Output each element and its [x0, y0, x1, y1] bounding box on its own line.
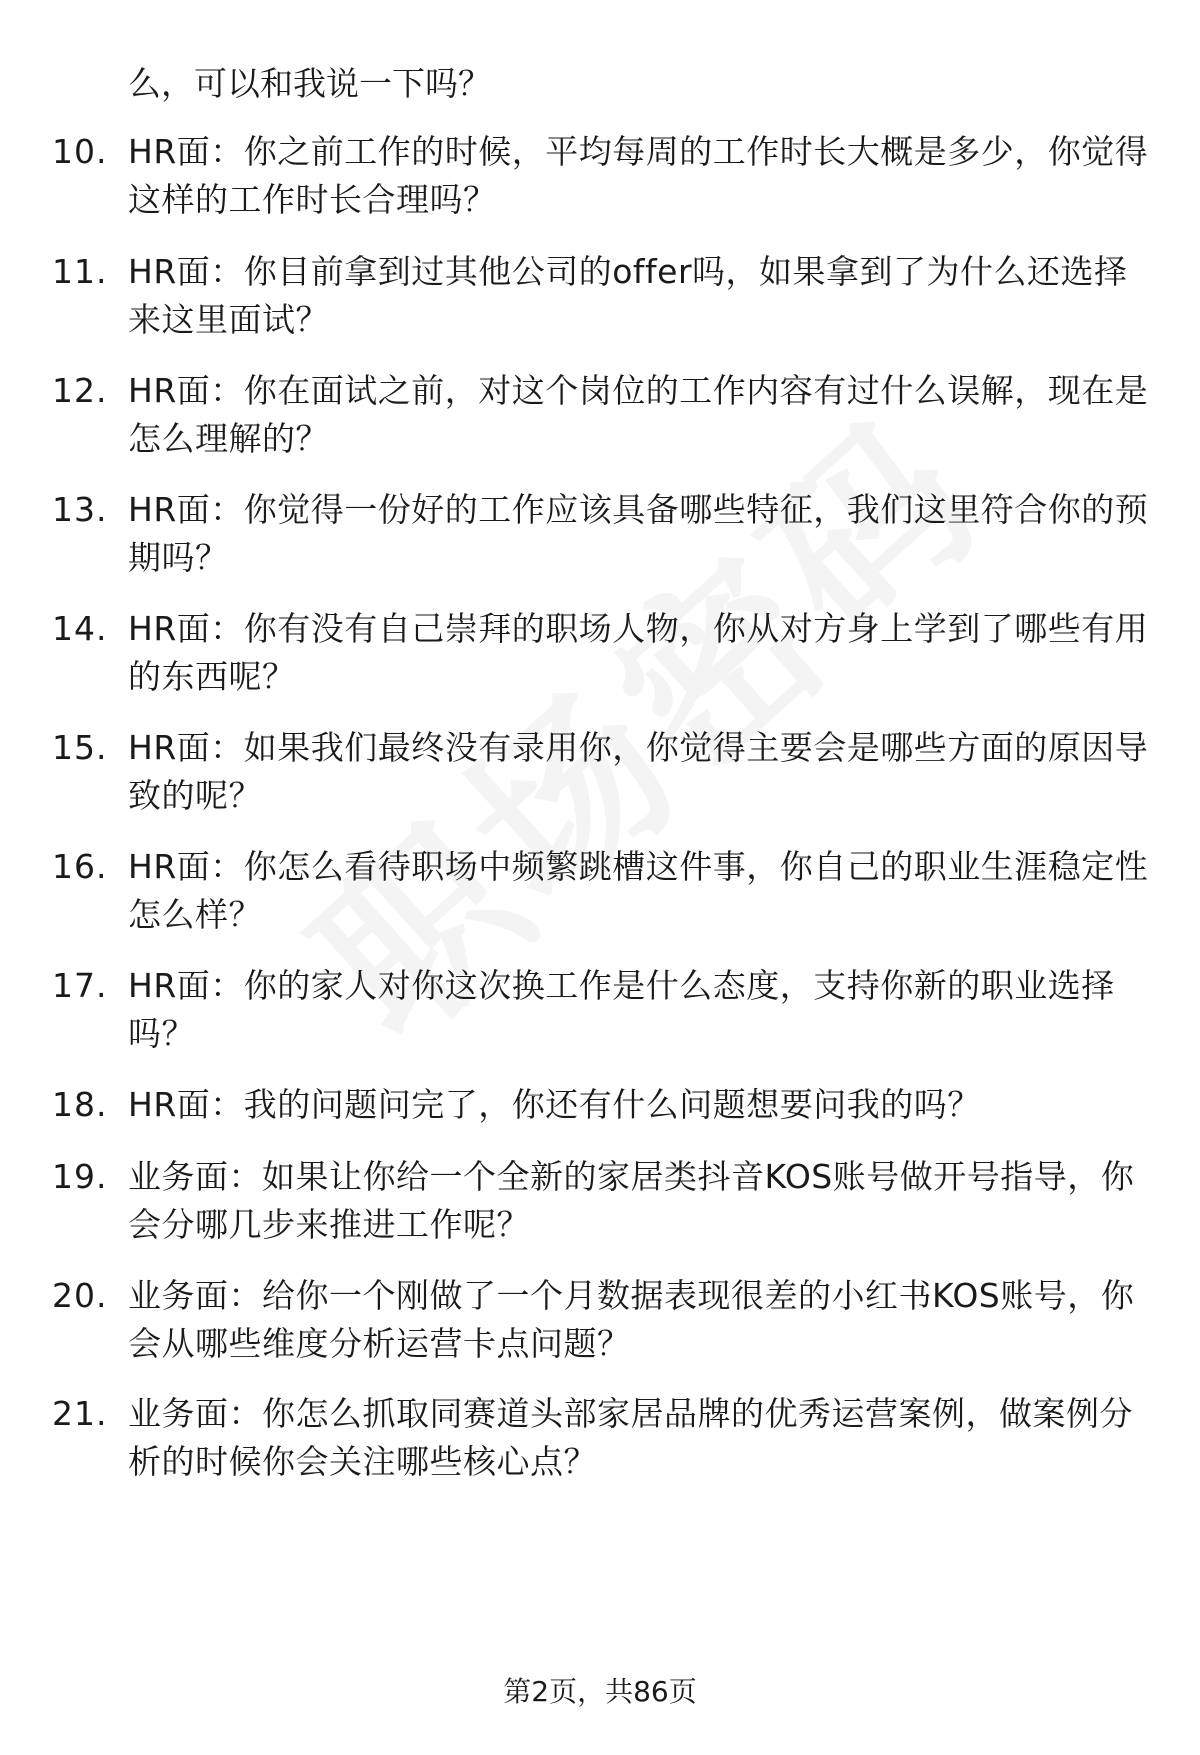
question-number: 15.: [52, 728, 108, 767]
question-number: 11.: [52, 252, 108, 291]
question-text: HR面：你在面试之前，对这个岗位的工作内容有过什么误解，现在是怎么理解的？: [128, 371, 1149, 458]
question-number: 21.: [52, 1394, 108, 1433]
question-text: 业务面：如果让你给一个全新的家居类抖音KOS账号做开号指导，你会分哪几步来推进工作呢？: [128, 1157, 1135, 1244]
question-text: HR面：如果我们最终没有录用你，你觉得主要会是哪些方面的原因导致的呢？: [128, 728, 1149, 815]
question-number: 19.: [52, 1157, 108, 1196]
question-number: 16.: [52, 847, 108, 886]
question-number: 17.: [52, 966, 108, 1005]
page-number-footer: 第2页，共86页: [503, 1675, 697, 1708]
question-text: HR面：你目前拿到过其他公司的offer吗，如果拿到了为什么还选择来这里面试？: [128, 252, 1128, 339]
continuation-text: 么，可以和我说一下吗？: [128, 64, 491, 103]
question-text: 业务面：你怎么抓取同赛道头部家居品牌的优秀运营案例，做案例分析的时候你会关注哪些核心点？: [128, 1394, 1133, 1481]
question-number: 20.: [52, 1276, 108, 1315]
question-number: 18.: [52, 1085, 108, 1124]
question-number: 12.: [52, 371, 108, 410]
question-text: HR面：我的问题问完了，你还有什么问题想要问我的吗？: [128, 1085, 981, 1124]
question-text: HR面：你的家人对你这次换工作是什么态度，支持你新的职业选择吗？: [128, 966, 1115, 1053]
question-text: 业务面：给你一个刚做了一个月数据表现很差的小红书KOS账号，你会从哪些维度分析运营卡点问题？: [128, 1276, 1135, 1363]
question-text: HR面：你有没有自己崇拜的职场人物，你从对方身上学到了哪些有用的东西呢？: [128, 609, 1149, 696]
question-number: 10.: [52, 132, 108, 171]
question-number: 13.: [52, 490, 108, 529]
question-text: HR面：你怎么看待职场中频繁跳槽这件事，你自己的职业生涯稳定性怎么样？: [128, 847, 1149, 934]
question-number: 14.: [52, 609, 108, 648]
question-text: HR面：你之前工作的时候，平均每周的工作时长大概是多少，你觉得这样的工作时长合理吗？: [128, 132, 1149, 219]
question-text: HR面：你觉得一份好的工作应该具备哪些特征，我们这里符合你的预期吗？: [128, 490, 1149, 577]
